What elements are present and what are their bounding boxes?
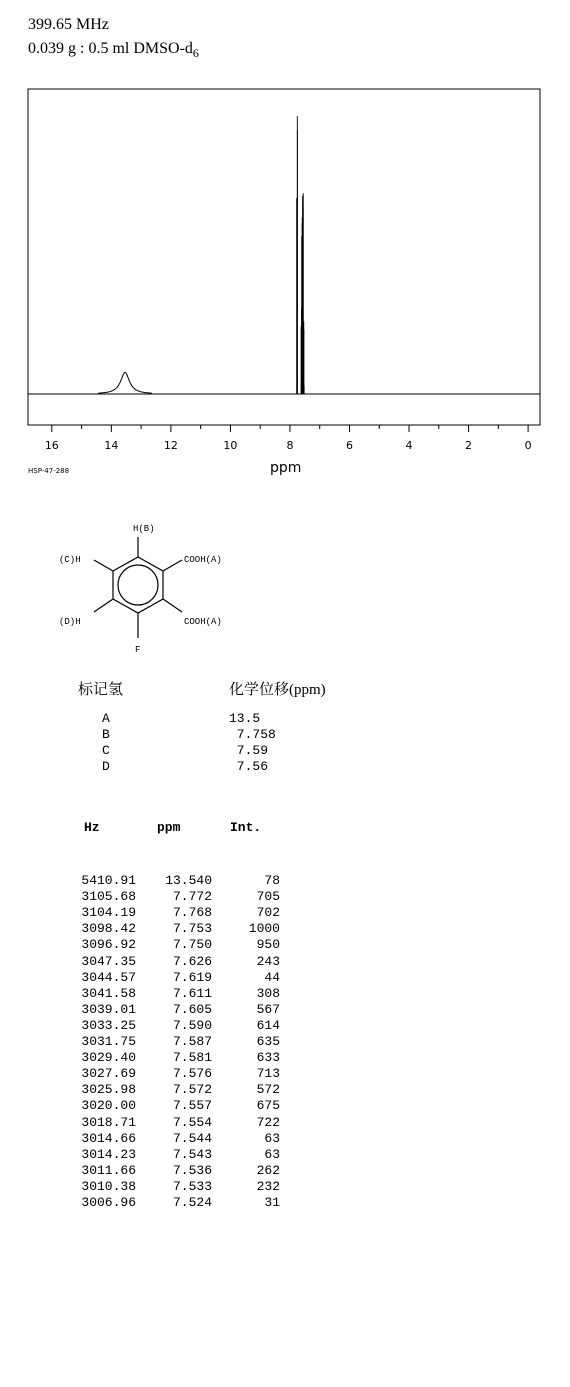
peak-cell-int: 713 — [256, 1066, 280, 1082]
peak-cell-hz: 3020.00 — [81, 1098, 136, 1114]
peak-table-row — [0, 1066, 300, 1081]
peak-cell-ppm: 13.540 — [165, 873, 212, 888]
peak-cell-hz: 3047.35 — [81, 953, 136, 969]
label-c-h: (C)H — [59, 555, 81, 565]
label-cooh-bottom: COOH(A) — [184, 617, 222, 627]
peak-table-row — [0, 986, 300, 1001]
peak-cell-hz: 3033.25 — [81, 1017, 136, 1033]
x-tick-label: 0 — [524, 439, 532, 452]
peak-cell-hz: 3105.68 — [81, 889, 136, 905]
label-d-h: (D)H — [59, 617, 81, 627]
peak-cell-int: 262 — [256, 1162, 280, 1178]
peak-table-row — [0, 873, 300, 888]
peak-cell-ppm: 7.524 — [172, 1195, 212, 1210]
peak-table-row — [0, 1050, 300, 1065]
peak-cell-hz: 3041.58 — [81, 985, 136, 1001]
peak-cell-int: 63 — [264, 1130, 280, 1146]
peak-cell-int: 635 — [256, 1034, 280, 1049]
peak-header-ppm: ppm — [157, 820, 181, 835]
peak-cell-ppm: 7.590 — [172, 1017, 212, 1033]
plot-frame — [28, 89, 540, 425]
shift-header-ppm: 化学位移(ppm) — [229, 682, 326, 698]
peak-cell-hz: 3018.71 — [81, 1114, 136, 1130]
peak-cell-int: 675 — [256, 1098, 280, 1114]
peak-table-row — [0, 921, 300, 936]
peak-cell-ppm: 7.587 — [172, 1034, 212, 1049]
peak-table-row — [0, 1034, 300, 1049]
label-h-b: H(B) — [133, 524, 155, 534]
peak-table-row — [0, 889, 300, 904]
bond-left-top — [94, 560, 113, 571]
peak-cell-ppm: 7.753 — [172, 921, 212, 937]
bond-right-bottom — [163, 599, 182, 612]
peak-cell-hz: 3039.01 — [81, 1001, 136, 1017]
peak-cell-ppm: 7.533 — [172, 1178, 212, 1194]
x-tick-label: 4 — [405, 439, 413, 452]
bond-left-bottom — [94, 599, 113, 612]
peak-cell-ppm: 7.772 — [172, 889, 212, 905]
peak-cell-ppm: 7.768 — [172, 905, 212, 921]
peak-cell-ppm: 7.619 — [172, 969, 212, 985]
ring-hexagon — [113, 557, 163, 613]
peak-cell-hz: 3025.98 — [81, 1082, 136, 1098]
peak-cell-ppm: 7.543 — [172, 1146, 212, 1162]
peak-cell-hz: 3014.23 — [81, 1146, 136, 1162]
spectrometer-frequency: 399.65 MHz — [28, 16, 109, 33]
peak-cell-hz: 5410.91 — [81, 873, 136, 888]
peak-cell-int: 722 — [256, 1114, 280, 1130]
peak-table-row — [0, 1195, 300, 1210]
peak-cell-hz: 3096.92 — [81, 937, 136, 953]
label-cooh-top: COOH(A) — [184, 555, 222, 565]
peak-table-row — [0, 1179, 300, 1194]
x-axis-ticks — [52, 425, 528, 432]
peak-cell-int: 633 — [256, 1050, 280, 1066]
peak-cell-hz: 3006.96 — [81, 1195, 136, 1210]
peak-cell-ppm: 7.576 — [172, 1066, 212, 1082]
peak-cell-ppm: 7.626 — [172, 953, 212, 969]
peak-cell-ppm: 7.605 — [172, 1001, 212, 1017]
peak-table-row — [0, 937, 300, 952]
peak-cell-int: 614 — [256, 1017, 280, 1033]
x-tick-label: 14 — [104, 439, 119, 452]
nmr-spectrum-chart — [0, 0, 570, 480]
shift-row-label: B — [102, 727, 110, 742]
bond-right-top — [163, 560, 182, 571]
shift-header-label: 标记氢 — [78, 682, 124, 698]
peak-cell-ppm: 7.750 — [172, 937, 212, 953]
peak-cell-ppm: 7.536 — [172, 1162, 212, 1178]
spectrum-peaks — [98, 116, 304, 394]
peak-cell-int: 44 — [264, 969, 280, 985]
peak-cell-hz: 3027.69 — [81, 1066, 136, 1082]
peak-cell-hz: 3010.38 — [81, 1178, 136, 1194]
x-tick-label: 16 — [44, 439, 59, 452]
peak-cell-ppm: 7.544 — [172, 1130, 212, 1146]
peak-table-row — [0, 905, 300, 920]
peak-cell-int: 702 — [256, 905, 280, 921]
peak-cell-ppm: 7.572 — [172, 1082, 212, 1098]
peak-table-row — [0, 1018, 300, 1033]
shift-row-label: D — [102, 759, 110, 774]
shift-row-value: 13.5 — [229, 711, 261, 726]
peak-cell-ppm: 7.554 — [172, 1114, 212, 1130]
peak-cell-int: 1000 — [248, 921, 280, 937]
peak-cell-int: 308 — [256, 985, 280, 1001]
peak-cell-ppm: 7.581 — [172, 1050, 212, 1066]
x-tick-label: 10 — [223, 439, 238, 452]
sample-subscript: 6 — [192, 46, 199, 61]
peak-cell-int: 31 — [264, 1195, 280, 1210]
peak-table-row — [0, 954, 300, 969]
peak-cell-hz: 3029.40 — [81, 1050, 136, 1066]
peak-cell-ppm: 7.611 — [172, 985, 212, 1001]
shift-row-label: C — [102, 743, 110, 758]
peak-header-hz: Hz — [84, 820, 100, 835]
peak-cell-hz: 3104.19 — [81, 905, 136, 921]
x-tick-label: 2 — [465, 439, 473, 452]
peak-cell-int: 705 — [256, 889, 280, 905]
peak-table-row — [0, 1163, 300, 1178]
x-tick-label: 8 — [286, 439, 294, 452]
x-tick-label: 12 — [163, 439, 178, 452]
x-axis-label: ppm — [270, 460, 302, 476]
ring-aromatic-circle — [118, 565, 158, 605]
peak-cell-int: 243 — [256, 953, 280, 969]
sample-main-text: 0.039 g : 0.5 ml DMSO-d — [28, 40, 193, 57]
peak-table-row — [0, 970, 300, 985]
peak-cell-hz: 3031.75 — [81, 1034, 136, 1049]
peak-cell-int: 950 — [256, 937, 280, 953]
shift-row-value: 7.758 — [229, 727, 276, 742]
peak-cell-hz: 3098.42 — [81, 921, 136, 937]
label-f: F — [135, 645, 141, 655]
shift-row-label: A — [102, 711, 110, 726]
peak-table-row — [0, 1098, 300, 1113]
peak-cell-hz: 3014.66 — [81, 1130, 136, 1146]
peak-table-row — [0, 1002, 300, 1017]
broad-peak — [98, 372, 152, 393]
peak-table-row — [0, 1115, 300, 1130]
peak-cell-int: 63 — [264, 1146, 280, 1162]
peak-table-row — [0, 1082, 300, 1097]
peak-cell-int: 572 — [256, 1082, 280, 1098]
peak-cell-hz: 3044.57 — [81, 969, 136, 985]
peak-cell-int: 78 — [264, 873, 280, 888]
x-tick-label: 6 — [345, 439, 353, 452]
peak-header-int: Int. — [230, 820, 262, 835]
peak-cell-int: 232 — [256, 1178, 280, 1194]
shift-row-value: 7.56 — [229, 759, 269, 774]
benzene-ring — [94, 537, 182, 638]
peak-table-row — [0, 1131, 300, 1146]
shift-row-value: 7.59 — [229, 743, 269, 758]
x-axis-tick-labels — [45, 439, 532, 452]
peak-cell-hz: 3011.66 — [81, 1162, 136, 1178]
peak-table-row — [0, 1147, 300, 1162]
spectrum-code: HSP-47-288 — [28, 467, 70, 475]
peak-cell-int: 567 — [256, 1001, 280, 1017]
peak-cell-ppm: 7.557 — [172, 1098, 212, 1114]
